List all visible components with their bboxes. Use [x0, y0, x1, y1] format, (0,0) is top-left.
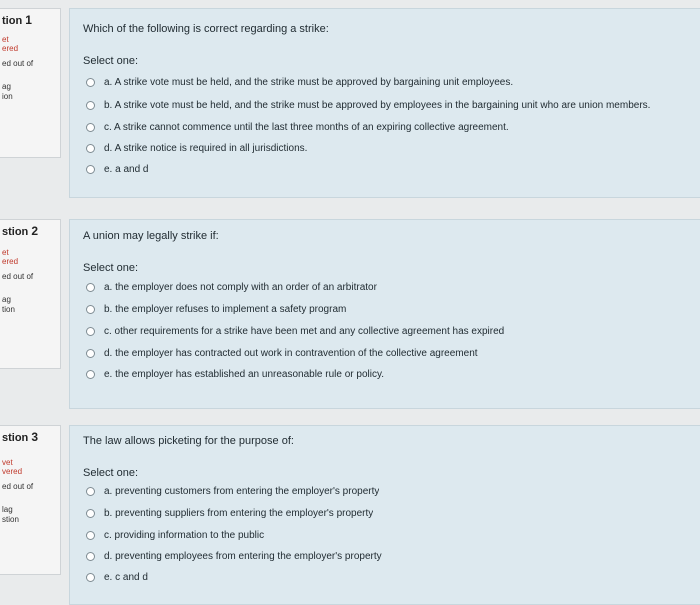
option-label: d. the employer has contracted out work in contravention of the collective agreement: [104, 348, 478, 359]
radio-button[interactable]: [86, 305, 95, 314]
flag-question-link[interactable]: [0, 281, 60, 315]
option-label: b. A strike vote must be held, and the strike must be approved by employees in the bargaining unit who are union members.: [104, 100, 651, 111]
option-label: c. A strike cannot commence until the last three months of an expiring collective agreement.: [104, 122, 509, 133]
answer-option-d[interactable]: [86, 348, 478, 359]
option-label: b. the employer refuses to implement a safety program: [104, 304, 347, 315]
option-label: a. preventing customers from entering the employer's property: [104, 486, 380, 497]
option-label: e. the employer has established an unreasonable rule or policy.: [104, 369, 384, 380]
radio-button[interactable]: [86, 123, 95, 132]
question-number-label: tion: [2, 15, 23, 27]
option-label: a. A strike vote must be held, and the strike must be approved by bargaining unit employees.: [104, 77, 514, 88]
answer-option-c[interactable]: [86, 326, 504, 337]
status-line-2: ered: [2, 257, 19, 266]
question-marks: ed out of: [2, 59, 34, 68]
flag-line-2: ion: [2, 92, 13, 101]
question-box-1: [69, 8, 700, 198]
option-label: c. other requirements for a strike have been met and any collective agreement has expired: [104, 326, 505, 337]
answer-option-a[interactable]: [86, 282, 377, 293]
radio-button[interactable]: [86, 349, 95, 358]
question-info-3: [0, 425, 61, 575]
option-label: a. the employer does not comply with an order of an arbitrator: [104, 282, 377, 293]
flag-line-1: lag: [2, 505, 13, 514]
question-status: [0, 444, 60, 476]
flag-question-link[interactable]: [0, 491, 60, 525]
option-label: b. preventing suppliers from entering the employer's property: [104, 508, 374, 519]
question-number-label: stion: [2, 226, 29, 238]
question-number: [0, 426, 60, 444]
radio-button[interactable]: [86, 144, 95, 153]
status-line-2: vered: [2, 467, 23, 476]
question-marks: ed out of: [2, 272, 34, 281]
question-info-2: [0, 219, 61, 369]
answer-option-e[interactable]: [86, 572, 148, 583]
radio-button[interactable]: [86, 283, 95, 292]
radio-button[interactable]: [86, 552, 95, 561]
question-status: [0, 238, 60, 266]
radio-button[interactable]: [86, 78, 95, 87]
status-line-2: ered: [2, 44, 19, 53]
radio-button[interactable]: [86, 165, 95, 174]
option-label: e. c and d: [104, 572, 148, 583]
question-number-value: 3: [31, 430, 39, 444]
status-line-1: vet: [2, 458, 13, 467]
radio-button[interactable]: [86, 531, 95, 540]
question-number: [0, 9, 60, 27]
question-text: A union may legally strike if:: [83, 230, 219, 242]
flag-line-2: stion: [2, 515, 19, 524]
option-label: c. providing information to the public: [104, 530, 265, 541]
flag-question-link[interactable]: [0, 68, 60, 102]
question-info-1: [0, 8, 61, 158]
radio-button[interactable]: [86, 509, 95, 518]
option-label: d. A strike notice is required in all jurisdictions.: [104, 143, 308, 154]
radio-button[interactable]: [86, 327, 95, 336]
select-one-prompt: Select one:: [83, 55, 139, 67]
answer-option-a[interactable]: [86, 77, 513, 88]
status-line-1: et: [2, 35, 9, 44]
option-label: d. preventing employees from entering the employer's property: [104, 551, 382, 562]
answer-option-b[interactable]: [86, 100, 650, 111]
radio-button[interactable]: [86, 487, 95, 496]
question-number-value: 1: [25, 13, 32, 27]
question-number-label: stion: [2, 432, 29, 444]
answer-option-d[interactable]: [86, 143, 307, 154]
radio-button[interactable]: [86, 573, 95, 582]
answer-option-a[interactable]: [86, 486, 379, 497]
question-marks: ed out of: [2, 482, 34, 491]
flag-line-2: tion: [2, 305, 15, 314]
question-box-2: [69, 219, 700, 409]
answer-option-e[interactable]: [86, 164, 148, 175]
question-status: [0, 27, 60, 53]
question-box-3: [69, 425, 700, 605]
select-one-prompt: Select one:: [83, 467, 139, 479]
flag-line-1: ag: [2, 82, 11, 91]
answer-option-c[interactable]: [86, 122, 509, 133]
answer-option-d[interactable]: [86, 551, 382, 562]
question-number-value: 2: [31, 224, 39, 238]
flag-line-1: ag: [2, 295, 11, 304]
question-text: Which of the following is correct regarding a strike:: [83, 23, 329, 35]
question-text: The law allows picketing for the purpose of:: [83, 435, 294, 447]
answer-option-e[interactable]: [86, 369, 384, 380]
option-label: e. a and d: [104, 164, 149, 175]
select-one-prompt: Select one:: [83, 262, 139, 274]
radio-button[interactable]: [86, 101, 95, 110]
answer-option-b[interactable]: [86, 508, 373, 519]
radio-button[interactable]: [86, 370, 95, 379]
answer-option-c[interactable]: [86, 530, 264, 541]
question-number: [0, 220, 60, 238]
answer-option-b[interactable]: [86, 304, 346, 315]
status-line-1: et: [2, 248, 9, 257]
